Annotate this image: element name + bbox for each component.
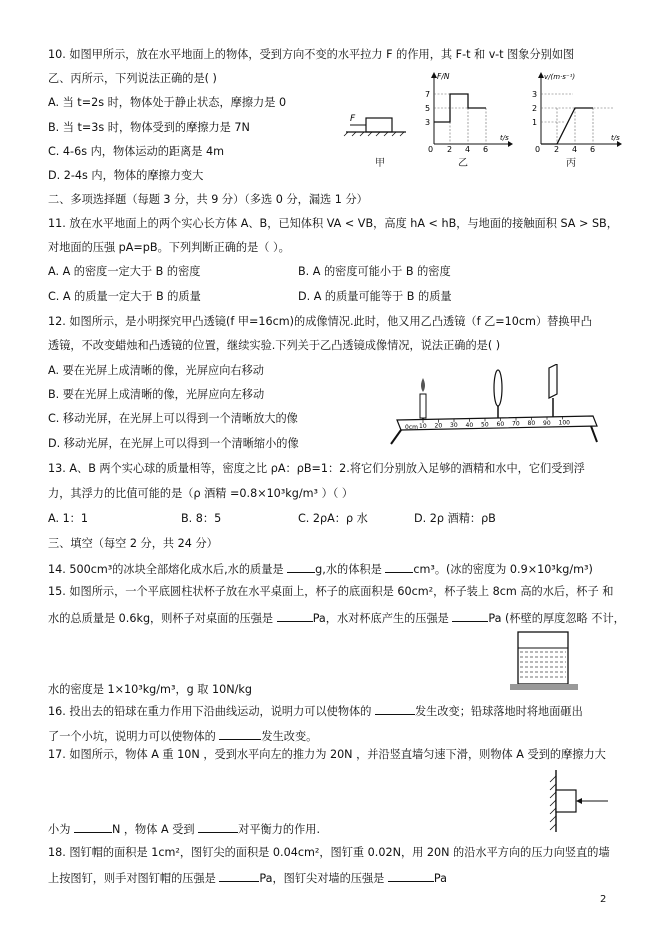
q17-text-2: N ，物体 A 受到 — [111, 823, 199, 836]
q14-text-3: cm³。(冰的密度为 0.9×10³kg/m³) — [413, 563, 593, 576]
q15-text-3: Pa (杯壁的厚度忽略 不计， — [488, 612, 625, 625]
q10-graph-bing — [525, 70, 625, 152]
q10-bing-ytick: 3 — [532, 90, 538, 99]
section-fill-in-heading: 三、填空（每空 2 分，共 24 分） — [48, 537, 218, 550]
q10-yi-xtick: 0 — [428, 145, 434, 152]
q17-blank-pairs[interactable] — [198, 821, 238, 833]
q17-wall-figure — [546, 768, 614, 834]
q12-bench-tick-label: 30 — [450, 422, 458, 430]
q15-blank-cup-pressure[interactable] — [277, 610, 313, 622]
q10-option-b: B. 当 t=3s 时，物体受到的摩擦力是 7N — [48, 121, 250, 134]
q10-force-label: F — [350, 114, 356, 124]
q10-yi-ytick: 3 — [425, 118, 431, 127]
section-multiple-choice-heading: 二、多项选择题（每题 3 分，共 9 分）（多选 0 分，漏选 1 分） — [48, 193, 368, 206]
q16-text-1: 16. 投出去的铅球在重力作用下沿曲线运动，说明力可以使物体的 — [48, 705, 375, 718]
q16-line2 — [48, 728, 317, 744]
q11-stem-line2: 对地面的压强 pA=pB。下列判断正确的是（ ）。 — [48, 241, 290, 254]
q12-bench-tick-label: 70 — [512, 420, 520, 428]
q10-bing-ytick: 1 — [532, 118, 538, 127]
q14-text-2: g,水的体积是 — [315, 563, 386, 576]
q16-text-3: 了一个小坑，说明力可以使物体的 — [48, 730, 220, 743]
q12-bench-tick-label: 80 — [527, 420, 536, 428]
q17-text-3: 对平衡力的作用. — [238, 823, 320, 836]
q11-option-c: C. A 的质量一定大于 B 的质量 — [48, 290, 201, 303]
q18-blank-cap-pressure[interactable] — [219, 870, 259, 882]
q12-bench-tick-label: 40 — [465, 421, 474, 429]
q16-text-2: 发生改变；铅球落地时将地面砸出 — [414, 705, 583, 718]
q14-blank-mass[interactable] — [287, 561, 315, 573]
q12-bench-tick-label: 90 — [543, 419, 551, 427]
q16-blank-motion[interactable] — [375, 703, 415, 715]
q14-line — [48, 561, 593, 577]
q12-bench-unit: 0cm — [405, 424, 418, 431]
q10-yi-ytick: 7 — [425, 90, 431, 99]
q10-yi-xtick: 6 — [483, 145, 489, 152]
q10-stem-line1: 10. 如图甲所示，放在水平地面上的物体，受到方向不变的水平拉力 F 的作用，其 F-t 和 v-t 图象分别如图 — [48, 48, 575, 61]
q10-yi-xtick: 4 — [465, 145, 471, 152]
q16-text-4: 发生改变。 — [261, 730, 318, 743]
q15-text-1: 水的总质量是 0.6kg，则杯子对桌面的压强是 — [48, 612, 277, 625]
q10-bing-xtick: 6 — [590, 145, 596, 152]
q12-option-b: B. 要在光屏上成清晰的像，光屏应向左移动 — [48, 388, 265, 401]
q12-option-d: D. 移动光屏，在光屏上可以得到一个清晰缩小的像 — [48, 437, 299, 450]
q10-bing-xtick: 2 — [554, 145, 560, 152]
q13-option-c: C. 2ρA：ρ 水 — [298, 512, 368, 525]
q10-yi-ytick: 5 — [425, 104, 431, 113]
q10-option-d: D. 2-4s 内，物体的摩擦力变大 — [48, 169, 204, 182]
q16-line1 — [48, 703, 583, 719]
q10-label-bing: 丙 — [566, 158, 576, 169]
q15-blank-water-pressure[interactable] — [452, 610, 488, 622]
q18-line1: 18. 图钉帽的面积是 1cm²，图钉尖的面积是 0.04cm²，图钉重 0.02N，用 20N 的沿水平方向的压力向竖直的墙 — [48, 846, 610, 859]
q10-figure-jia — [340, 108, 410, 138]
q12-stem-line1: 12. 如图所示，是小明探究甲凸透镜(f 甲=16cm)的成像情况.此时，他又用乙凸透镜（f 乙=10cm）替换甲凸 — [48, 315, 592, 328]
q12-bench-tick-label: 60 — [496, 421, 505, 428]
q13-stem-line2: 力，其浮力的比值可能的是（ρ 酒精 =0.8×10³kg/m³ ）（ ） — [48, 487, 354, 500]
q15-line1: 15. 如图所示，一个平底圆柱状杯子放在水平桌面上，杯子的底面积是 60cm²，杯子装上 8cm 高的水后，杯子 和 — [48, 585, 614, 598]
q17-line1: 17. 如图所示，物体 A 重 10N ，受到水平向左的推力为 20N ，并沿竖直墙匀速下滑，则物体 A 受到的摩擦力大 — [48, 748, 606, 761]
q17-line2 — [48, 821, 320, 837]
q12-bench-tick-label: 50 — [481, 421, 489, 429]
q13-stem-line1: 13. A、B 两个实心球的质量相等，密度之比 ρA：ρB=1：2.将它们分别放入足够的酒精和水中，它们受到浮 — [48, 462, 585, 475]
q15-line2 — [48, 610, 625, 626]
q12-bench-tick-label: 20 — [434, 422, 443, 430]
q18-text-1: 上按图钉，则手对图钉帽的压强是 — [48, 872, 220, 885]
q10-bing-ylabel: v/(m·s⁻¹) — [544, 73, 576, 81]
q12-bench-tick-label: 100 — [558, 419, 570, 427]
q18-blank-tip-pressure[interactable] — [388, 870, 434, 882]
q10-yi-xlabel: t/s — [500, 134, 509, 142]
q10-stem-line2: 乙、丙所示，下列说法正确的是( ) — [48, 72, 217, 85]
q10-bing-xtick: 4 — [572, 145, 578, 152]
q18-text-3: Pa — [433, 872, 448, 885]
q12-optical-bench-figure — [383, 364, 603, 446]
q12-option-a: A. 要在光屏上成清晰的像，光屏应向右移动 — [48, 364, 264, 377]
q10-label-jia: 甲 — [375, 158, 385, 169]
q15-line3: 水的密度是 1×10³kg/m³，g 取 10N/kg — [48, 683, 252, 696]
q10-bing-curve — [541, 108, 593, 144]
q12-stem-line2: 透镜，不改变蜡烛和凸透镜的位置，继续实验.下列关于乙凸透镜成像情况，说法正确的是( ) — [48, 339, 501, 352]
q17-blank-friction[interactable] — [74, 821, 112, 833]
q11-option-b: B. A 的密度可能小于 B 的密度 — [298, 265, 451, 278]
q13-option-b: B. 8：5 — [181, 512, 222, 525]
q17-text-1: 小为 — [48, 823, 74, 836]
q13-option-a: A. 1：1 — [48, 512, 88, 525]
q15-cup-figure — [510, 630, 582, 692]
q10-bing-xtick: 0 — [535, 145, 541, 152]
q12-option-c: C. 移动光屏，在光屏上可以得到一个清晰放大的像 — [48, 412, 298, 425]
q10-yi-ylabel: F/N — [437, 72, 450, 81]
q14-text-1: 14. 500cm³的冰块全部熔化成水后,水的质量是 — [48, 563, 288, 576]
q10-option-c: C. 4-6s 内，物体运动的距离是 4m — [48, 145, 225, 158]
q11-stem-line1: 11. 放在水平地面上的两个实心长方体 A、B，已知体积 VA < VB，高度 hA < hB，与地面的接触面积 SA > SB， — [48, 217, 618, 230]
q13-option-d: D. 2ρ 酒精：ρB — [414, 512, 496, 525]
q11-option-a: A. A 的密度一定大于 B 的密度 — [48, 265, 201, 278]
q16-blank-shape[interactable] — [219, 728, 261, 740]
q10-bing-xlabel: t/s — [611, 134, 620, 142]
q14-blank-volume[interactable] — [385, 561, 413, 573]
q10-label-yi: 乙 — [458, 158, 468, 169]
q18-text-2: Pa，图钉尖对墙的压强是 — [259, 872, 388, 885]
page-number: 2 — [600, 894, 607, 905]
q10-bing-ytick: 2 — [532, 104, 538, 113]
q10-graph-yi — [418, 70, 513, 152]
q10-yi-xtick: 2 — [447, 145, 453, 152]
q18-line2 — [48, 870, 447, 886]
q15-text-2: Pa，水对杯底产生的压强是 — [312, 612, 453, 625]
q12-bench-tick-label: 10 — [419, 423, 427, 430]
q10-option-a: A. 当 t=2s 时，物体处于静止状态，摩擦力是 0 — [48, 96, 287, 109]
q11-option-d: D. A 的质量可能等于 B 的质量 — [298, 290, 452, 303]
